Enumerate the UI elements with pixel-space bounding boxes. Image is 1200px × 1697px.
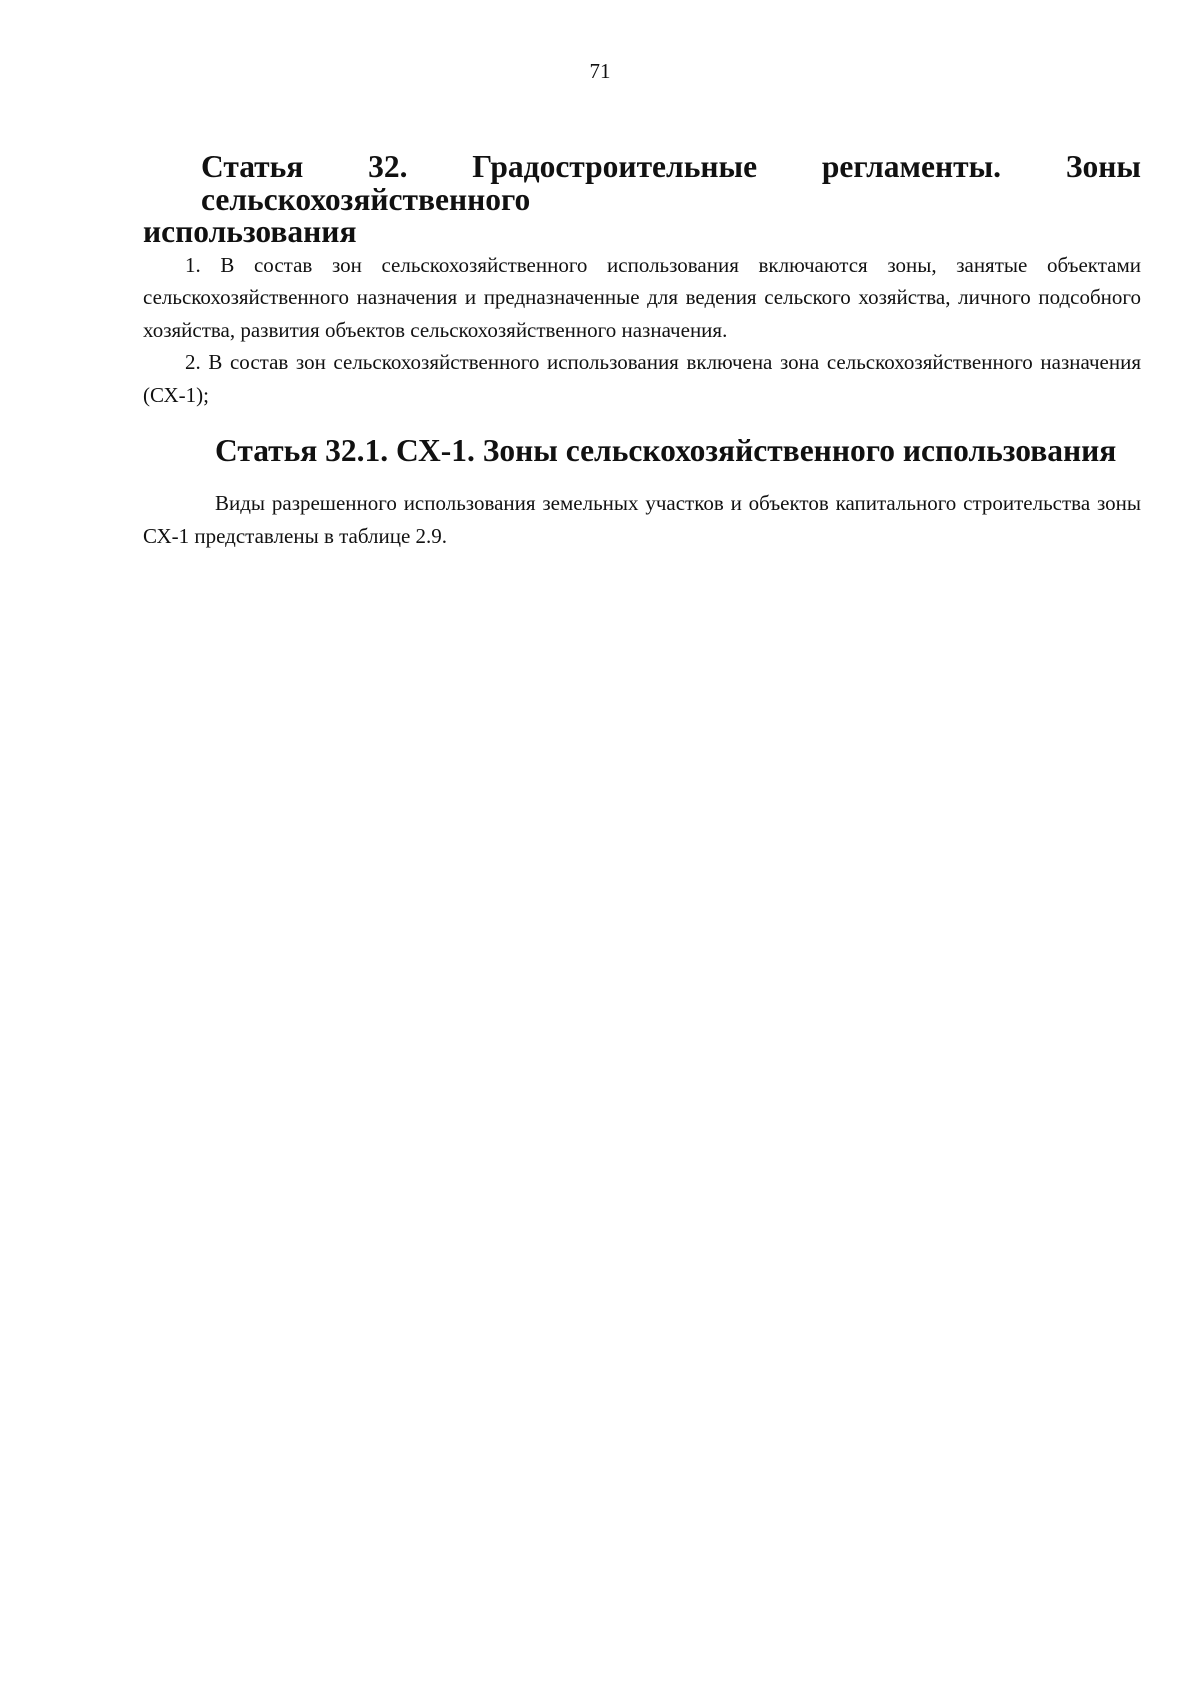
article-32-heading-line1: Статья 32. Градостроительные регламенты. Зоны сельскохозяйственного <box>201 149 1141 217</box>
article-32-1-heading: Статья 32.1. СХ-1. Зоны сельскохозяйственного использования <box>215 433 1117 468</box>
article-32-paragraph-1: 1. В состав зон сельскохозяйственного использования включаются зоны, занятые объектами сельскохозяйственного назначения и предназначенные для ведения сельского хозяйства, личного подсобного хозяйства, развития объектов сельскохозяйственного назначения. <box>143 252 1141 342</box>
article-32-heading <box>143 151 1141 249</box>
article-32-paragraph-2: 2. В состав зон сельскохозяйственного использования включена зона сельскохозяйственного назначения (СХ-1); <box>143 350 1141 407</box>
page-number: 71 <box>589 59 611 83</box>
article-32-heading-line2: использования <box>143 214 357 249</box>
document-body <box>143 149 1141 548</box>
article-32-1-paragraph: Виды разрешенного использования земельных участков и объектов капитального строительства зоны СХ-1 представлены в таблице 2.9. <box>143 491 1141 548</box>
